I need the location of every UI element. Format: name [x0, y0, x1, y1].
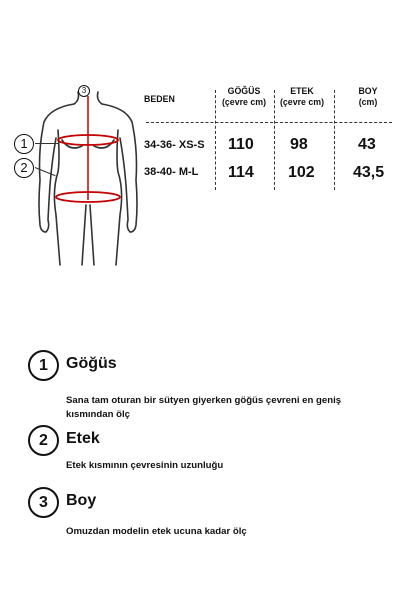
marker-1: 1 — [14, 134, 34, 154]
row-2-boy: 43,5 — [353, 164, 385, 181]
marker-2: 2 — [14, 158, 34, 178]
legend-title-3: Boy — [66, 492, 97, 509]
row-1-size: 34-36- XS-S — [144, 139, 205, 151]
legend-number-3: 3 — [28, 487, 59, 518]
legend-desc-2: Etek kısmının çevresinin uzunluğu — [66, 460, 224, 471]
header-beden: BEDEN — [144, 94, 175, 104]
row-1-etek: 98 — [290, 136, 308, 153]
header-gogus: GÖĞÜS (çevre cm) — [221, 86, 266, 107]
pointer-line-1 — [35, 143, 59, 144]
legend-desc-3: Omuzdan modelin etek ucuna kadar ölç — [66, 526, 247, 537]
row-1-gogus: 110 — [228, 136, 254, 153]
marker-3: 3 — [78, 85, 90, 97]
legend-desc-1: Sana tam oturan bir sütyen giyerken göğüs çevreni en geniş kısmından ölç — [66, 395, 342, 420]
row-2-size: 38-40- M-L — [144, 166, 199, 178]
row-divider — [146, 122, 392, 123]
row-1-boy: 43 — [358, 136, 376, 153]
header-etek: ETEK (çevre cm) — [279, 86, 324, 107]
divider-3 — [334, 90, 335, 190]
legend-title-1: Göğüs — [66, 355, 117, 372]
row-2-gogus: 114 — [228, 164, 254, 181]
body-measurement-figure — [0, 0, 140, 290]
legend-title-2: Etek — [66, 430, 100, 447]
divider-2 — [274, 90, 275, 190]
header-boy: BOY (cm) — [358, 86, 378, 107]
divider-1 — [215, 90, 216, 190]
row-2-etek: 102 — [288, 164, 315, 181]
legend-number-2: 2 — [28, 425, 59, 456]
legend-number-1: 1 — [28, 350, 59, 381]
